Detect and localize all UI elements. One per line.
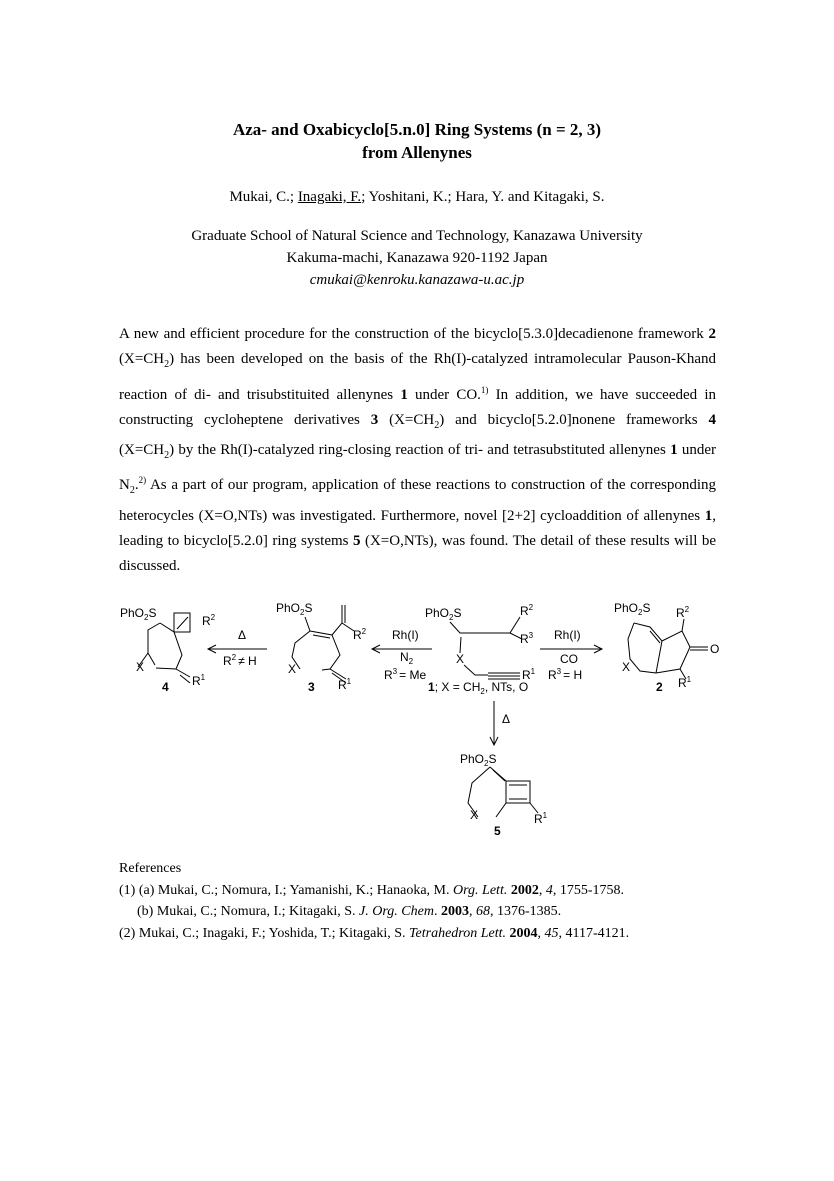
compound-1-structure [450,617,522,679]
abstract-text: As a part of our program, application of these reactions to construction of the corresponding heterocycles (X=O,NTs) was investigated. Furthermore, novel [2+2] cycloaddition of allenynes [119,477,716,524]
abstract-text: (X=CH [119,351,165,368]
arrow-3-to-4 [208,645,267,653]
compound-2-label: 2 [656,680,663,694]
references-heading: References [119,861,182,876]
abstract-text: . [134,477,139,494]
abstract-text: ) has been developed on the basis of the Rh(I)-catalyzed intramolecular Pauson-Khand reaction of di- and trisubstituited allenynes [119,351,716,403]
author-list [0,189,834,206]
title-line-2: from Allenynes [362,143,472,162]
abstract-text: ) by the Rh(I)-catalyzed ring-closing reaction of tri- and tetrasubstituted allenynes [169,442,671,459]
subscript: 2 [164,450,170,462]
compound-1-caption: 1; $X = CH_2$, NTs, O [428,680,529,696]
x-label: X [470,808,479,822]
reaction-scheme [110,595,730,845]
author-presenting: Inagaki, F. [297,189,362,205]
abstract-text: (X=CH [119,442,165,459]
compound-5-structure [468,767,538,817]
author-rest: ; Yoshitani, K.; Hara, Y. and Kitagaki, S. [361,189,605,205]
rh-catalyst-condition: Rh(I) [554,628,581,642]
subscript: 2 [434,419,440,431]
compound-ref: 1 [704,507,713,524]
abstract-text: under N [119,442,716,494]
abstract-text: (X=O,NTs), was found. The detail of these results will be discussed. [119,533,716,575]
r3-h-condition: $R^3 = H$ [548,667,583,682]
affiliation-line-1: Graduate School of Natural Science and Technology, Kanazawa University [191,228,643,244]
subscript: 2 [164,359,170,371]
x-label: X [288,662,297,676]
pho2s-label: PhO$_2$S [120,606,157,622]
pho2s-label: PhO$_2$S [614,601,651,617]
references [119,858,739,944]
compound-ref: 4 [708,411,716,428]
x-label: X [456,652,465,666]
r2-label: $R^2$ [520,603,534,618]
title-line-1: Aza- and Oxabicyclo[5.n.0] Ring Systems (n = 2, 3) [232,120,602,139]
r1-label: $R^1$ [534,811,548,826]
r2-label: $R^2$ [676,605,690,620]
r1-label: $R^1$ [192,673,206,688]
r2-label: $R^2$ [202,613,216,628]
compound-2-structure [628,619,708,679]
contact-email: cmukai@kenroku.kanazawa-u.ac.jp [309,272,525,288]
author-1: Mukai, C.; [229,189,295,205]
abstract-text: , leading to bicyclo[5.2.0] ring systems [119,507,716,550]
rh-catalyst-condition: Rh(I) [392,628,419,642]
citation: 1) [480,384,489,395]
compound-4-structure [138,613,190,683]
co-condition: CO [560,652,578,666]
compound-ref: 2 [708,326,716,342]
abstract-text: under CO. [407,386,481,403]
compound-5-label: 5 [494,824,501,838]
r2-not-h-condition: $R^2 \ne H$ [223,653,257,668]
delta-condition: Δ [502,712,511,726]
reference-1a: (1) (a) Mukai, C.; Nomura, I.; Yamanishi, K.; Hanaoka, M. Org. Lett. 2002, 4, 1755-1758. [119,882,625,898]
compound-4-label: 4 [162,680,169,694]
r3-me-condition: $R^3 = Me$ [384,667,427,682]
x-label: X [136,660,145,674]
reference-1b: (b) Mukai, C.; Nomura, I.; Kitagaki, S. J. Org. Chem. 2003, 68, 1376-1385. [137,904,562,919]
delta-condition: Δ [238,628,247,642]
r1-label: $R^1$ [678,675,692,690]
x-label: X [622,660,631,674]
arrow-1-to-5 [490,701,498,745]
abstract-paragraph [119,322,716,580]
citation: 2) [138,475,147,486]
ketone-o-label: O [710,642,720,656]
pho2s-label: PhO$_2$S [276,601,313,617]
compound-ref: 3 [370,411,379,428]
compound-ref: 5 [352,533,361,550]
pho2s-label: PhO$_2$S [460,752,497,768]
reference-2: (2) Mukai, C.; Inagaki, F.; Yoshida, T.; Kitagaki, S. Tetrahedron Lett. 2004, 45, 4117-4121. [119,925,630,941]
paper-title [0,118,834,164]
abstract-text: In addition, we have succeeded in constructing cycloheptene derivatives [119,386,716,428]
subscript: 2 [129,485,135,497]
affiliation [0,225,834,291]
r1-label: $R^1$ [338,677,352,692]
n2-condition: $N_2$ [400,650,414,666]
abstract-text: ) and bicyclo[5.2.0]nonene frameworks [439,411,709,428]
compound-ref: 1 [670,442,678,459]
r3-label: $R^3$ [520,631,534,646]
affiliation-line-2: Kakuma-machi, Kanazawa 920-1192 Japan [286,250,548,266]
abstract-text: (X=CH [378,411,435,428]
pho2s-label: PhO$_2$S [425,606,462,622]
r2-label: $R^2$ [353,627,367,642]
r1-label: $R^1$ [522,667,536,682]
compound-3-label: 3 [308,680,315,694]
compound-ref: 1 [400,386,408,403]
abstract-text: A new and efficient procedure for the construction of the bicyclo[5.3.0]decadienone framework [119,326,709,342]
